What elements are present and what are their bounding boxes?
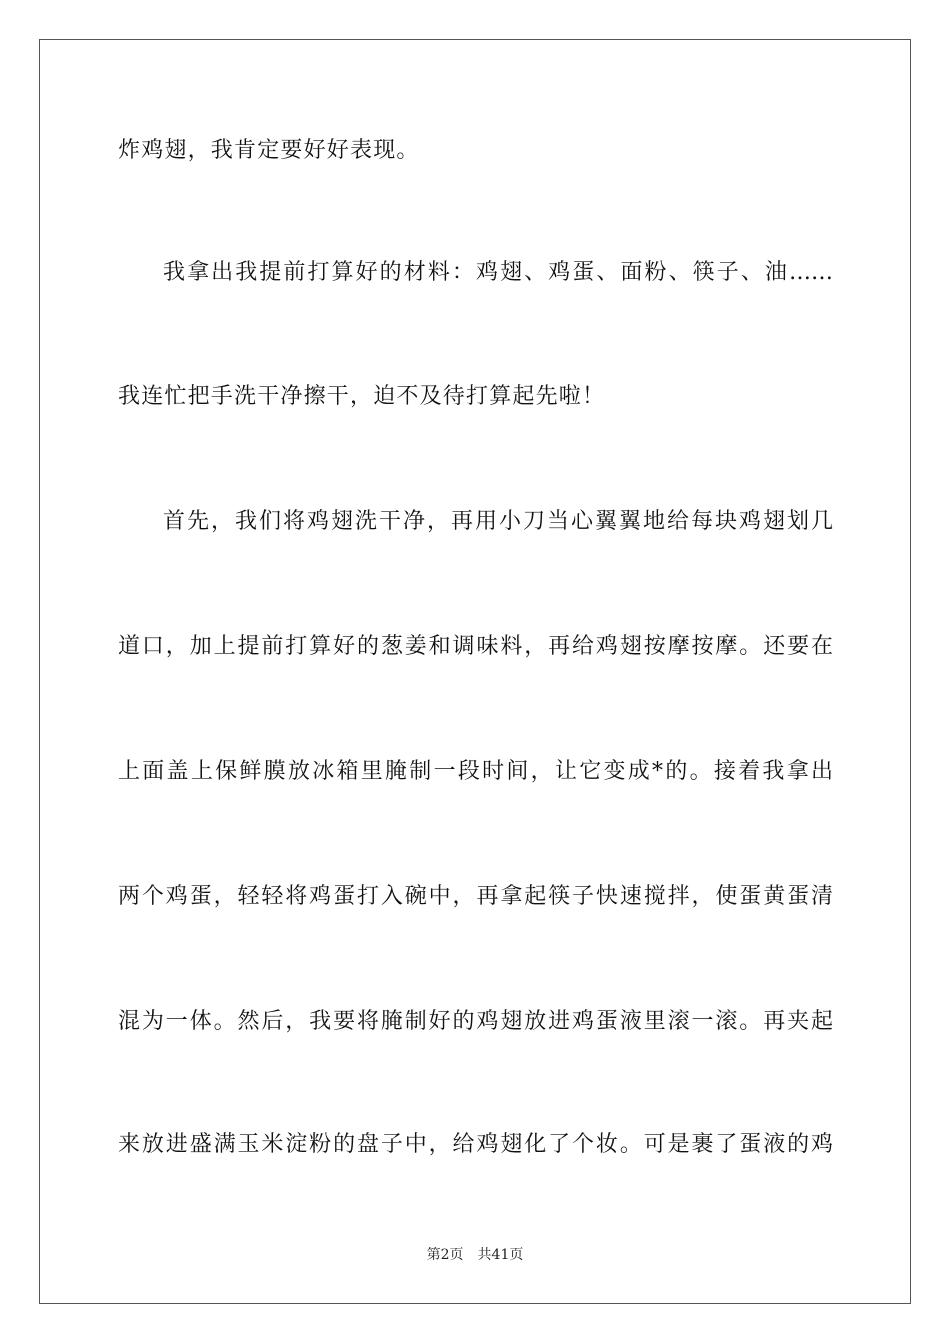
page-footer — [0, 1246, 950, 1264]
text-line-4: 首先，我们将鸡翅洗干净，再用小刀当心翼翼地给每块鸡翅划几 — [163, 509, 833, 534]
text-line-1: 炸鸡翅，我肯定要好好表现。 — [118, 138, 420, 163]
text-line-5: 道口，加上提前打算好的葱姜和调味料，再给鸡翅按摩按摩。还要在 — [118, 634, 833, 659]
text-line-3: 我连忙把手洗干净擦干，迫不及待打算起先啦！ — [118, 384, 606, 409]
text-line-6: 上面盖上保鲜膜放冰箱里腌制一段时间，让它变成*的。接着我拿出 — [118, 759, 833, 784]
text-line-7: 两个鸡蛋，轻轻将鸡蛋打入碗中，再拿起筷子快速搅拌，使蛋黄蛋清 — [118, 884, 833, 909]
page-number: 第2页 — [426, 1247, 464, 1263]
page-border — [39, 39, 911, 1304]
text-line-8: 混为一体。然后，我要将腌制好的鸡翅放进鸡蛋液里滚一滚。再夹起 — [118, 1009, 833, 1034]
page-total: 共41页 — [477, 1247, 524, 1263]
text-line-2: 我拿出我提前打算好的材料：鸡翅、鸡蛋、面粉、筷子、油…… — [163, 260, 833, 285]
text-line-9: 来放进盛满玉米淀粉的盘子中，给鸡翅化了个妆。可是裹了蛋液的鸡 — [118, 1132, 833, 1157]
